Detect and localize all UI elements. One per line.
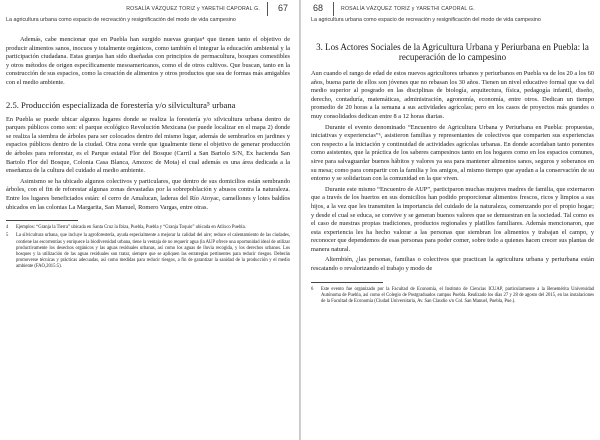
section-heading: 2.5. Producción especializada de forestería y/o silvicultura⁵ urbana [6, 99, 236, 110]
paragraph: Además, cabe mencionar que en Puebla han surgido nuevas granjas⁴ que tienen tanto el objetivo de producir alimentos sanos, inocuos y totalmente orgánicos, como también el integrar la educación ambiental y la participación ciudadana. Estas granjas han sido diseñadas con principios de permacultura, bosques comestibles y otros métodos de origen específicamente mesoamericanos, como el de otros cultivos. Que buscan, tanto en la construcción de sus espacios, como la creación de alimentos y otros productos que sea de formas más amigables con el medio ambiente. [6, 36, 290, 86]
paragraph: Durante este mismo “Encuentro de AUP”, participaron muchas mujeres madres de familia, que externaron que a través de los huertos en sus domicilios han podido proporcionar alimentos frescos, ricos y limpios a sus hijos, a la vez que les transmiten la importancia del cuidado de la naturaleza, comenzando por el propio hogar; y desde el cual se educa, se convive y se generan buenos valores que se demuestran en la sociedad. Tal como es el caso de nuestras propias tradiciones, productos regionales y platillos familiares. Además mencionaron, que esta experiencia les ha hecho valorar a las personas que siembran los alimentos y trabajan el campo, y reconocer que dependemos de esas personas para poder comer, sobre todo a quienes hacen crecer sus plantas de manera natural. [311, 185, 594, 253]
footnote-text: Ejemplos: “Granja la Tierra” ubicada en Santa Cruz la Ibiza, Puebla, Puebla y “Granja Toquio” ubicada en Atlixco Puebla. [16, 225, 246, 231]
running-head-authors: ROSALÍA VÁZQUEZ TORIZ y YARETHI CAPORAL G. [126, 6, 260, 12]
footnote-rule [311, 282, 383, 283]
paragraph: Aun cuando el rango de edad de estos nuevos agricultores urbanos y periurbanos en Puebla va de los 20 a los 60 años, buena parte de ellos son jóvenes que no rebasan los 30 años. Tienen un nivel educativo formal que va del medio superior al posgrado en las disciplinas de biología, arquitectura, física, pedagogía infantil, diseño, derecho, contaduría, matemáticas, administración, agronomía, economía, entre otros. Dedican un tiempo promedio de 20 horas a la semana a sus actividades agrícolas; pero en los casos de proyectos más grandes o muy consolidados dedican entre 8 a 12 horas diarias. [311, 70, 594, 120]
right-page [300, 0, 600, 440]
right-page-content [311, 28, 594, 305]
paragraph: Asimismo se ha ubicado algunos colectivos y particulares, que dentro de sus domicilios están sembrando árboles, con el fin de reforestar algunas zonas devastadas por la sobrepoblación y abusos contra la naturaleza. Entre los lugares beneficiados están: el cerro de Amalucan, laderas del Río Atoyac, camellones y lotes baldíos ubicados en las colonias La Margarita, San Manuel, Romero Vargas, entre otras. [6, 177, 290, 211]
left-page-header [6, 0, 290, 28]
running-head-title: La agricultura urbana como espacio de recreación y resignificación del modo de vida campesino [311, 17, 541, 23]
footnote [6, 225, 290, 231]
running-head-authors: ROSALÍA VÁZQUEZ TORIZ y YARETHI CAPORAL G. [341, 6, 475, 12]
footnote [311, 287, 594, 306]
paragraph: Alternbién, ¿las personas, familias o colectivos que practican la agricultura urbana y periurbana están rescatando o revalorizando el trabajo y modo de [311, 256, 594, 273]
page-number: 68 [313, 3, 324, 13]
footnote-number: 5 [6, 233, 9, 239]
footnote [6, 233, 290, 270]
footnote-number: 4 [6, 225, 9, 231]
footnote-text: La silvicultura urbana, que incluye la agroforestería, ayuda especialmente a mejorar la calidad del aire; reduce el calentamiento de las ciudades, contiene las escorrentías y enriquece la biodiversidad urbana, tiene la ventaja de no requerir agua (la AUP ofrece una oportunidad ideal de utilizar productivamente los desechos orgánicos y las aguas residuales urbanas, así como los aguas de lluvia recogida, y los derechos urbanos. Los bosques y la utilización de las aguas residuales son tratar, siempre que se apliquen las estrategias pertinentes para reducir riesgos. Deberán promoverse técnicas y prácticas adecuadas, así como medidas para reducir riesgos, a fin de garantizar la sanidad de la producción y el medio ambiente (FAO,2015:5). [16, 233, 290, 270]
paragraph: En Puebla se puede ubicar algunos lugares donde se realiza la forestería y/o silvicultura urbana dentro de parques públicos como son: el parque ecológico Revolución Mexicana (se puede localizar en el mapa 2) donde se realiza la siembra de árboles para ser colocados dentro del mismo lugar, además de sembrarlos en jardines y espacios públicos dentro de la ciudad. Otra zona verde que igualmente tiene el objetivo de generar producción de árboles para reforestar, es el Parque estatal Flor del Bosque (Carril a San Bartolo S/N, Ex hacienda San Bartolo Flor del Bosque, Colonia Casa Blanca, Amozoc de Mota) el cual además es una área dedicada a la enseñanza de la cultura del cuidado al medio ambiente. [6, 115, 290, 175]
header-divider [267, 2, 268, 16]
footnote-text: Este evento fue organizado por la Facultad de Economía, el Instituto de Ciencias ICUAP, particularmente a la Benemérita Universidad Autónoma de Puebla, así como el Colegio de Postgraduados campus Puebla. Realizado los días 27 y 28 de agosto del 2015, en las instalaciones de la Facultad de Economía (Ciudad Universitaria, Av. San Claudio s/n Col. San Manuel, Puebla, Pue.). [321, 286, 594, 305]
section-heading: 3. Los Actores Sociales de la Agricultura Urbana y Periurbana en Puebla: la recuperación de lo campesino [316, 42, 589, 62]
footnote-number: 6 [311, 286, 314, 292]
running-head-title: La agricultura urbana como espacio de recreación y resignificación del modo de vida campesino [6, 17, 236, 23]
footnote-rule [6, 220, 78, 221]
paragraph: Durante el evento denominado “Encuentro de Agricultura Urbana y Periurbana en Puebla: propuestas, iniciativas y experiencias”⁶, asistieron familias y representantes de colectivos que comparten sus experiencias con respecto a la iniciación y continuidad de actividades agrícolas urbanas. En donde acordaban tanto ponentes como asistentes, que la práctica de los saberes campesinos tanto en los hogares como en los espacios comunes, sirve para salvaguardar buenos hábitos y valores ya sea para mantener alimentos sanos, seguros y soberanos en su mesa; como para compartir con la familia y los amigos, al mismo tiempo que ayudan a la conservación de su entorno y se solidarizan con la comunidad en la que viven. [311, 123, 594, 183]
page-number: 67 [277, 3, 288, 13]
header-divider [333, 2, 334, 16]
right-page-header [311, 0, 594, 28]
left-page-content [6, 28, 290, 271]
